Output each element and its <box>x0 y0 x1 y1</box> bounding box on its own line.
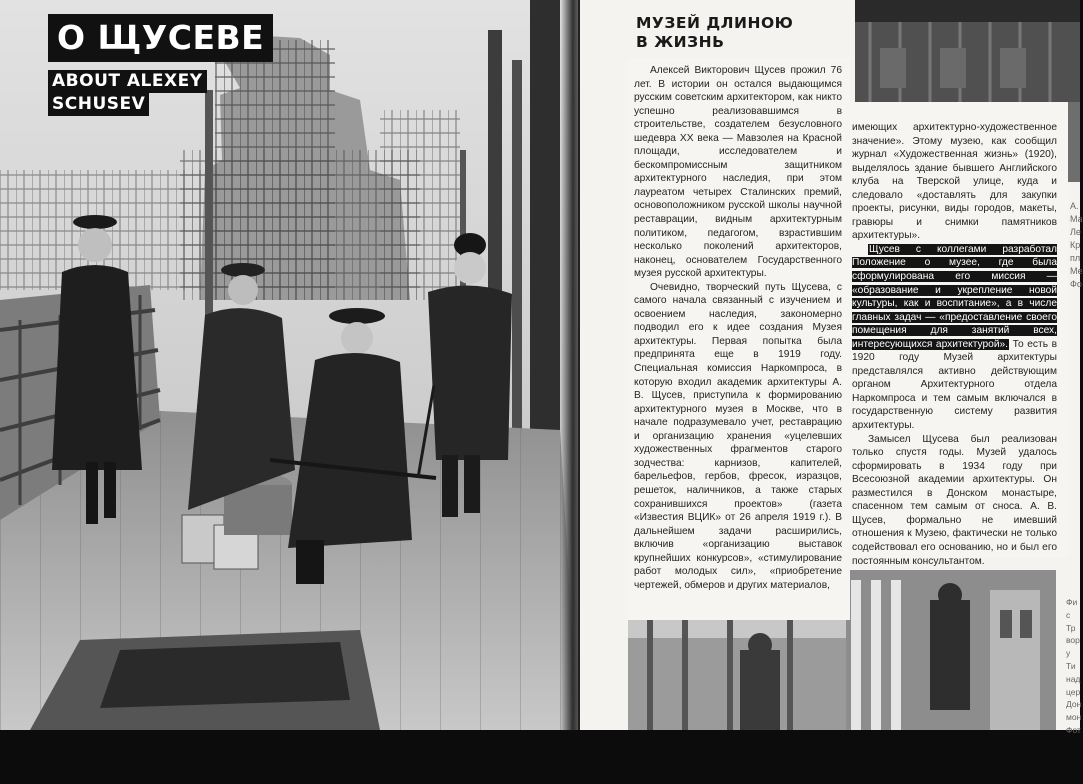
paragraph-continuation: То есть в 1920 году Музей архитектуры представлялся активно действующим органом Архитектурного отдела Наркомпроса и тем самым включался в государственную систему развития архитектуры. <box>852 338 1057 432</box>
section-title-en-line1: ABOUT ALEXEY <box>48 70 207 93</box>
photo-caption-fragment-bottom: Фи с Тр вор у Ти над цер Дон мон Фот <box>1066 597 1082 735</box>
article-heading-line1: МУЗЕЙ ДЛИНОЮ <box>636 14 794 32</box>
photo-caption-fragment-top: А. Ма Ле Кр пл Ме Фо <box>1070 201 1083 289</box>
paragraph <box>852 243 1057 433</box>
section-title-ru: О ЩУСЕВЕ <box>48 14 273 62</box>
text-column-left <box>634 64 842 592</box>
paragraph: имеющих архитектурно-художественное значение». Этому музею, как сообщил журнал «Художественная жизнь» (1920), выделялось здание бывшего Английского клуба на Тверской улице, куда и следовало «доставлять для закупки проекты, рисунки, виды городов, макеты, гравюры и снимки памятников архитектуры». <box>852 122 1057 242</box>
paragraph: Очевидно, творческий путь Щусева, с самого начала связанный с изучением и освоением наследия, закономерно подводил его к идее создания Музея архитектуры. Первая попытка была предпринята еще в 1919 году. Специальная комиссия Наркомпроса, в которую входил академик архитектуры А. В. Щусев, приступила к формированию архитектурного музея в Москве, что в начале подразумевало учет, реставрацию и организацию хранения «уцелевших художественных фрагментов старого зодчества: карнизов, капителей, барельефов, гербов, фресок, изразцов, решеток, наличников, а также старых сохранившихся проектов» (газета «Известия ВЦИК» от 26 апреля 1919 г.). В дальнейшем задачи расширились, включив «организацию выставок крупнейших конкурсов», «стимулирование работ молодых сил», «приобретение чертежей, обмеров и других материалов, <box>634 281 842 591</box>
paragraph: Алексей Викторович Щусев прожил 76 лет. В истории он остался выдающимся русским советским архитектором, как никто успешно реализовавшимся в строительстве, создателем безусловного шедевра XX века — Мавзолея на Красной площади, исследователем и бескомпромиссным защитником архитектурного наследия, при этом лауреатом четырех Сталинских премий, основоположником русской школы научной реставрации, видным архитектурным политиком, педагогом, взрастившим несколько поколений архитекторов, наконец, основателем Государственного музея русской архитектуры. <box>634 65 842 280</box>
article-heading <box>636 14 793 52</box>
text-column-right <box>852 121 1057 568</box>
section-title-en-line2: SCHUSEV <box>48 93 149 116</box>
highlighted-quote: Щусев с коллегами разработал Положение о музее, где была сформулирована его миссия — «образование и укрепление новой культуры, как и воспитание», а в числе главных задач — «предоставление своего помещения для занятий всех, интересующихся архитектурой». <box>852 243 1057 350</box>
article-heading-line2: В ЖИЗНЬ <box>636 33 725 51</box>
paragraph: Замысел Щусева был реализован только спустя годы. Музей удалось сформировать в 1934 году при Всесоюзной академии архитектуры. Он разместился в Донском монастыре, спасенном тем самым от сноса. А. В. Щусев, формально не имевший отношения к Музею, фактически не только содействовал его основанию, но и был его постоянным консультантом. <box>852 433 1057 567</box>
